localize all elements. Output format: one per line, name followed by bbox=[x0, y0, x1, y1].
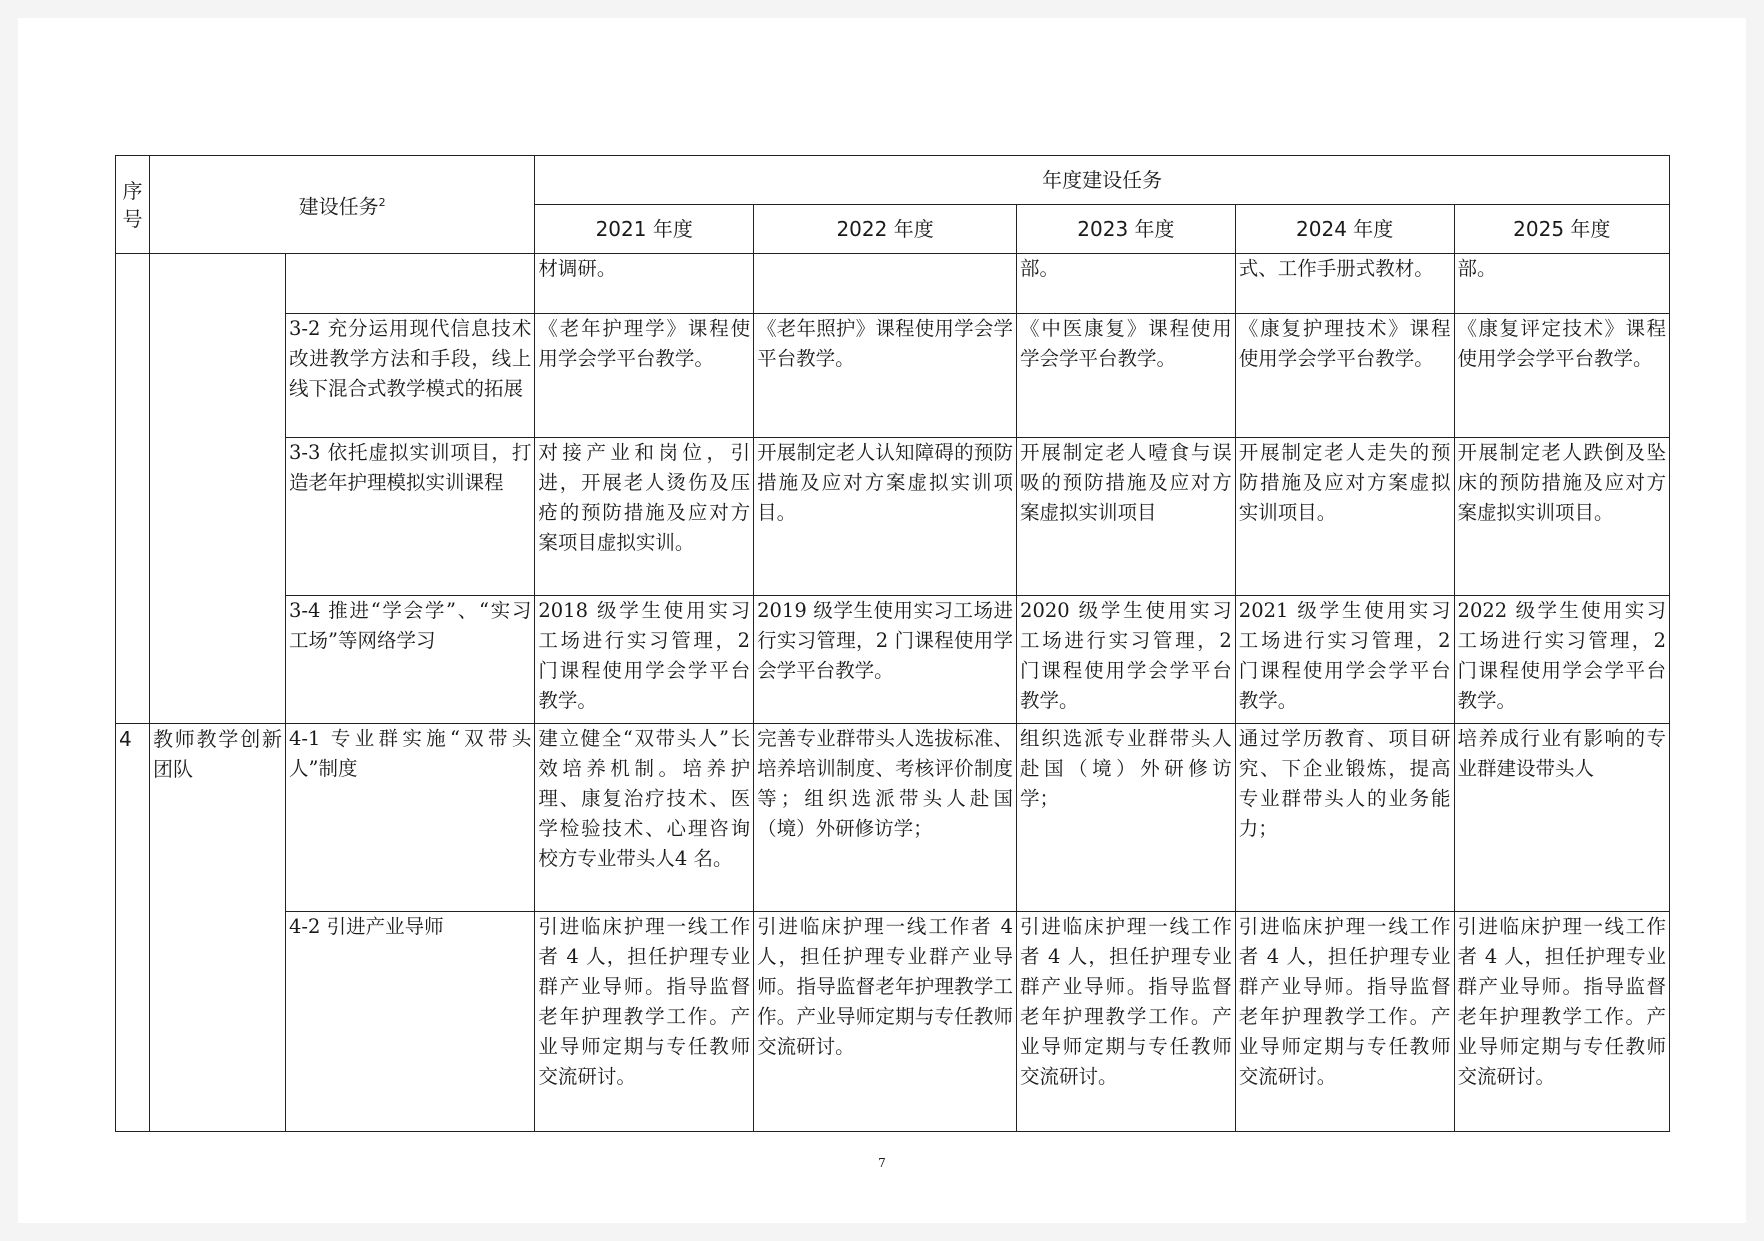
year-2021-header: 2021 年度 bbox=[535, 205, 754, 254]
task-2023-cell: 2020 级学生使用实习工场进行实习管理，2 门课程使用学会学平台教学。 bbox=[1017, 596, 1236, 724]
task-2023-cell: 组织选派专业群带头人赴国（境）外研修访学； bbox=[1017, 724, 1236, 912]
task-2021-cell: 《老年护理学》课程使用学会学平台教学。 bbox=[535, 314, 754, 438]
task-2021-cell: 材调研。 bbox=[535, 254, 754, 314]
task-2021-cell: 建立健全“双带头人”长效培养机制。培养护理、康复治疗技术、医学检验技术、心理咨询校方专业带头人4 名。 bbox=[535, 724, 754, 912]
table-row bbox=[116, 254, 1670, 314]
task-2021-cell: 2018 级学生使用实习工场进行实习管理，2 门课程使用学会学平台教学。 bbox=[535, 596, 754, 724]
task-header: 建设任务$^2$ bbox=[150, 156, 535, 254]
table-row bbox=[116, 724, 1670, 912]
subtask-cell: 3-3 依托虚拟实训项目，打造老年护理模拟实训课程 bbox=[286, 438, 535, 596]
task-2024-cell: 《康复护理技术》课程使用学会学平台教学。 bbox=[1235, 314, 1454, 438]
table-row bbox=[116, 438, 1670, 596]
task-2022-cell: 2019 级学生使用实习工场进行实习管理，2 门课程使用学会学平台教学。 bbox=[754, 596, 1017, 724]
year-2024-header: 2024 年度 bbox=[1235, 205, 1454, 254]
task-2021-cell: 引进临床护理一线工作者 4 人，担任护理专业群产业导师。指导监督老年护理教学工作。产业导师定期与专任教师交流研讨。 bbox=[535, 912, 754, 1132]
task-2024-cell: 式、工作手册式教材。 bbox=[1235, 254, 1454, 314]
table-row bbox=[116, 912, 1670, 1132]
task-2025-cell: 培养成行业有影响的专业群建设带头人 bbox=[1454, 724, 1669, 912]
task-2022-cell: 开展制定老人认知障碍的预防措施及应对方案虚拟实训项目。 bbox=[754, 438, 1017, 596]
subtask-cell bbox=[286, 254, 535, 314]
task-2022-cell bbox=[754, 254, 1017, 314]
task-2022-cell: 完善专业群带头人选拔标准、培养培训制度、考核评价制度等；组织选派带头人赴国（境）外研修访学； bbox=[754, 724, 1017, 912]
year-2025-header: 2025 年度 bbox=[1454, 205, 1669, 254]
task-2023-cell: 引进临床护理一线工作者 4 人，担任护理专业群产业导师。指导监督老年护理教学工作。产业导师定期与专任教师交流研讨。 bbox=[1017, 912, 1236, 1132]
subtask-cell: 4-2 引进产业导师 bbox=[286, 912, 535, 1132]
subtask-cell: 3-2 充分运用现代信息技术改进教学方法和手段，线上线下混合式教学模式的拓展 bbox=[286, 314, 535, 438]
header-row-1 bbox=[116, 156, 1670, 205]
task-cell-continued bbox=[150, 254, 286, 724]
subtask-cell: 3-4 推进“学会学”、“实习工场”等网络学习 bbox=[286, 596, 535, 724]
task-2025-cell: 《康复评定技术》课程使用学会学平台教学。 bbox=[1454, 314, 1669, 438]
task-2025-cell: 部。 bbox=[1454, 254, 1669, 314]
table-row bbox=[116, 314, 1670, 438]
task-2023-cell: 《中医康复》课程使用学会学平台教学。 bbox=[1017, 314, 1236, 438]
task-2025-cell: 引进临床护理一线工作者 4 人，担任护理专业群产业导师。指导监督老年护理教学工作。产业导师定期与专任教师交流研讨。 bbox=[1454, 912, 1669, 1132]
year-2022-header: 2022 年度 bbox=[754, 205, 1017, 254]
subtask-cell: 4-1 专业群实施“双带头人”制度 bbox=[286, 724, 535, 912]
page-number: 7 bbox=[878, 1156, 886, 1170]
seq-cell: 4 bbox=[116, 724, 150, 1132]
seq-cell-continued bbox=[116, 254, 150, 724]
task-2025-cell: 2022 级学生使用实习工场进行实习管理，2 门课程使用学会学平台教学。 bbox=[1454, 596, 1669, 724]
task-2024-cell: 2021 级学生使用实习工场进行实习管理，2 门课程使用学会学平台教学。 bbox=[1235, 596, 1454, 724]
seq-header: 序 号 bbox=[116, 156, 150, 254]
task-2023-cell: 开展制定老人噎食与误吸的预防措施及应对方案虚拟实训项目 bbox=[1017, 438, 1236, 596]
task-2022-cell: 《老年照护》课程使用学会学平台教学。 bbox=[754, 314, 1017, 438]
task-2021-cell: 对接产业和岗位，引进，开展老人烫伤及压疮的预防措施及应对方案项目虚拟实训。 bbox=[535, 438, 754, 596]
annual-task-header: 年度建设任务 bbox=[535, 156, 1670, 205]
task-2023-cell: 部。 bbox=[1017, 254, 1236, 314]
task-2024-cell: 引进临床护理一线工作者 4 人，担任护理专业群产业导师。指导监督老年护理教学工作。产业导师定期与专任教师交流研讨。 bbox=[1235, 912, 1454, 1132]
task-cell: 教师教学创新团队 bbox=[150, 724, 286, 1132]
task-2025-cell: 开展制定老人跌倒及坠床的预防措施及应对方案虚拟实训项目。 bbox=[1454, 438, 1669, 596]
table-row bbox=[116, 596, 1670, 724]
document-page bbox=[18, 18, 1746, 1223]
task-2024-cell: 通过学历教育、项目研究、下企业锻炼，提高专业群带头人的业务能力； bbox=[1235, 724, 1454, 912]
construction-task-table bbox=[115, 155, 1670, 1132]
year-2023-header: 2023 年度 bbox=[1017, 205, 1236, 254]
task-2024-cell: 开展制定老人走失的预防措施及应对方案虚拟实训项目。 bbox=[1235, 438, 1454, 596]
task-2022-cell: 引进临床护理一线工作者 4 人，担任护理专业群产业导师。指导监督老年护理教学工作。产业导师定期与专任教师交流研讨。 bbox=[754, 912, 1017, 1132]
